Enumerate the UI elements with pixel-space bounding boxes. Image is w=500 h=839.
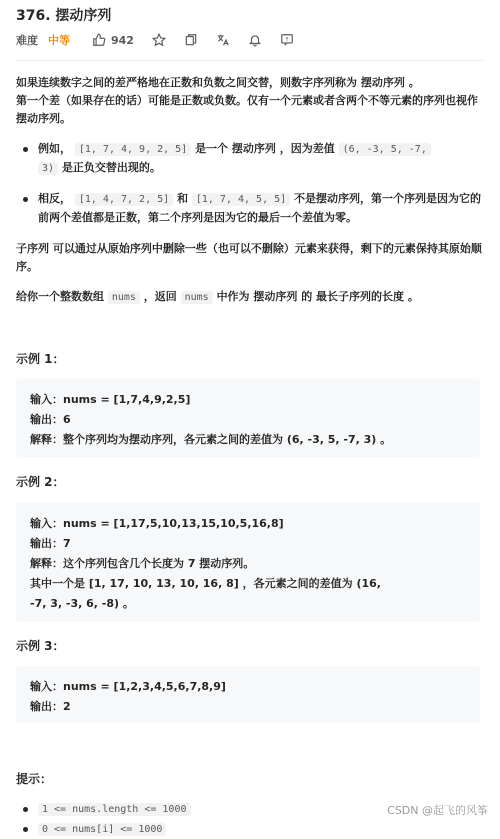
inline-code: 0 <= nums[i] <= 1000: [38, 823, 166, 836]
example-line: 其中一个是 [1, 17, 10, 13, 10, 16, 8] ，各元素之间的差值为 (16,: [30, 577, 381, 590]
description-text: 不是摆动序列，第一个序列是因为它的前两个差值都是正数，第二个序列是因为它的最后一个差值为零。: [38, 192, 481, 224]
example-line: 输入：nums = [1,2,3,4,5,6,7,8,9]: [30, 680, 226, 693]
description-text: 是一个 摆动序列 ，因为差值: [195, 142, 339, 155]
inline-code: [1, 4, 7, 2, 5]: [75, 193, 173, 206]
example-line: 输出：6: [30, 413, 71, 426]
example-title: 示例 1：: [16, 352, 65, 366]
description-text: 给你一个整数数组: [16, 290, 108, 303]
inline-code: nums: [108, 291, 140, 304]
problem-meta-bar: [16, 31, 294, 49]
example-line: -7, 3, -3, 6, -8) 。: [30, 597, 134, 610]
translate-icon: [216, 33, 230, 47]
difficulty-badge: 中等: [48, 34, 70, 47]
thumbs-up-icon: [92, 33, 106, 47]
star-icon: [152, 33, 166, 47]
description-text: ，返回: [143, 290, 181, 303]
description-text: 和: [177, 192, 192, 205]
inline-code: 1 <= nums.length <= 1000: [38, 803, 191, 816]
inline-code: nums: [181, 291, 213, 304]
list-item: [38, 140, 484, 178]
like-button[interactable]: [92, 33, 134, 47]
bullet-dot: [23, 147, 28, 152]
description-text: 中作为 摆动序列 的 最长子序列的长度 。: [216, 290, 419, 303]
inline-code: 3): [38, 162, 58, 175]
difficulty-label: 难度: [16, 34, 38, 47]
bullet-dot: [23, 827, 28, 832]
description-paragraph-3: [16, 288, 484, 307]
example-box: [16, 379, 480, 458]
translate-button[interactable]: [216, 33, 230, 47]
example-line: 输入：nums = [1,17,5,10,13,15,10,5,16,8]: [30, 517, 284, 530]
header-divider: [16, 60, 484, 61]
share-icon: [184, 33, 198, 47]
like-count: 942: [111, 33, 134, 47]
description-text: 第一个差（如果存在的话）可能是正数或负数。仅有一个元素或者含两个不等元素的序列也视作摆动序列。: [16, 94, 478, 125]
example-line: 解释：整个序列均为摆动序列，各元素之间的差值为 (6, -3, 5, -7, 3) 。: [30, 433, 392, 446]
watermark: CSDN @起飞的风筝: [387, 804, 488, 817]
description-text: 相反，: [38, 192, 71, 205]
description-paragraph-2: 子序列 可以通过从原始序列中删除一些（也可以不删除）元素来获得，剩下的元素保持其原始顺序。: [16, 242, 482, 273]
example-line: 输出：7: [30, 537, 71, 550]
problem-title: 376. 摆动序列: [16, 8, 112, 24]
favorite-button[interactable]: [152, 33, 166, 47]
description-text: 如果连续数字之间的差严格地在正数和负数之间交替，则数字序列称为: [16, 76, 361, 89]
bullet-dot: [23, 197, 28, 202]
description-text: 例如，: [38, 142, 71, 155]
list-item: [38, 190, 484, 227]
description-paragraph-1: [16, 74, 484, 128]
inline-code: [1, 7, 4, 9, 2, 5]: [75, 143, 191, 156]
share-button[interactable]: [184, 33, 198, 47]
bullet-dot: [23, 807, 28, 812]
example-line: 输出：2: [30, 700, 71, 713]
notification-button[interactable]: [248, 33, 262, 47]
feedback-button[interactable]: [280, 33, 294, 47]
inline-code: [1, 7, 4, 5, 5]: [192, 193, 290, 206]
bell-icon: [248, 33, 262, 47]
hints-title: 提示：: [16, 772, 53, 786]
example-title: 示例 2：: [16, 475, 65, 489]
example-line: 解释：这个序列包含几个长度为 7 摆动序列。: [30, 557, 255, 570]
feedback-icon: [280, 33, 294, 47]
list-item: [38, 820, 484, 839]
example-box: [16, 503, 480, 622]
example-line: 输入：nums = [1,7,4,9,2,5]: [30, 393, 191, 406]
description-text: 是正负交替出现的。: [61, 161, 161, 174]
inline-code: (6, -3, 5, -7,: [339, 143, 431, 156]
example-box: [16, 666, 480, 723]
example-title: 示例 3：: [16, 639, 65, 653]
description-text: 摆动序列 。: [360, 76, 420, 89]
